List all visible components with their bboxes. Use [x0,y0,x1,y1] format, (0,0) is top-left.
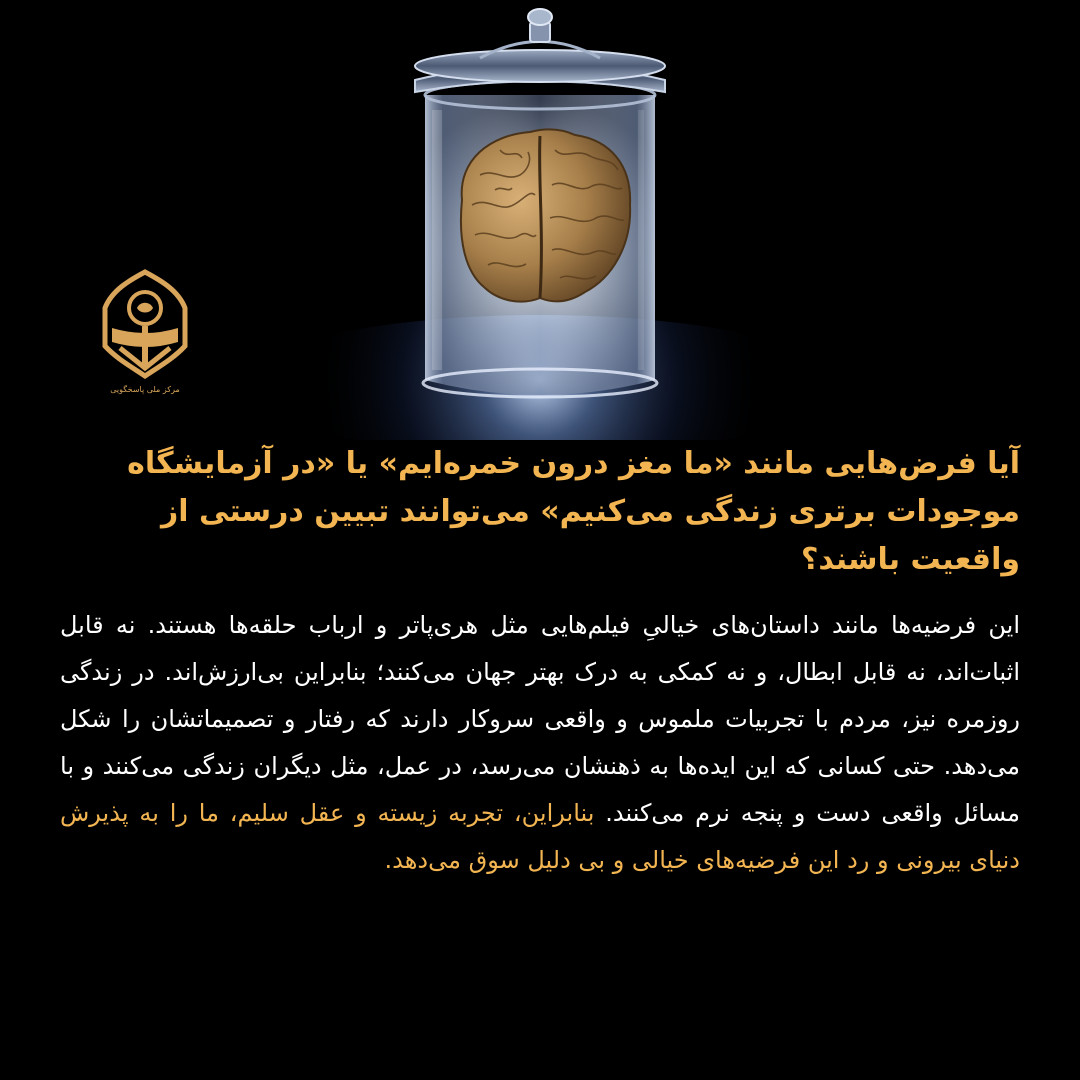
body-text-main: این فرضیه‌ها مانند داستان‌های خیالیِ فیلم‌هایی مثل هری‌پاتر و ارباب حلقه‌ها هستند. نه قابل اثبات‌اند، نه قابل ابطال، و نه کمکی به درک بهتر جهان می‌کنند؛ بنابراین بی‌ارزش‌اند. در زندگی روزمره نیز، مردم با تجربیات ملموس و واقعی سروکار دارند که رفتار و تصمیماتشان را شکل می‌دهد. حتی کسانی که این ایده‌ها به ذهنشان می‌رسد، در عمل، مثل دیگران زندگی می‌کنند و با مسائل واقعی دست و پنجه نرم می‌کنند. [60,611,1020,827]
brain-icon [461,129,630,301]
body-text-conclusion: بنابراین، تجربه زیسته و عقل سلیم، ما را به پذیرش دنیای بیرونی و رد این فرضیه‌های خیالی و بی دلیل سوق می‌دهد. [60,799,1020,874]
svg-text:مرکز ملی پاسخگویی: مرکز ملی پاسخگویی [110,385,180,394]
logo [90,268,200,398]
body-paragraph [60,602,1020,884]
headline: آیا فرض‌هایی مانند «ما مغز درون خمره‌ایم» یا «در آزمایشگاه موجودات برتری زندگی می‌کنیم» می‌توانند تبیین درستی از واقعیت باشند؟ [127,446,1020,577]
